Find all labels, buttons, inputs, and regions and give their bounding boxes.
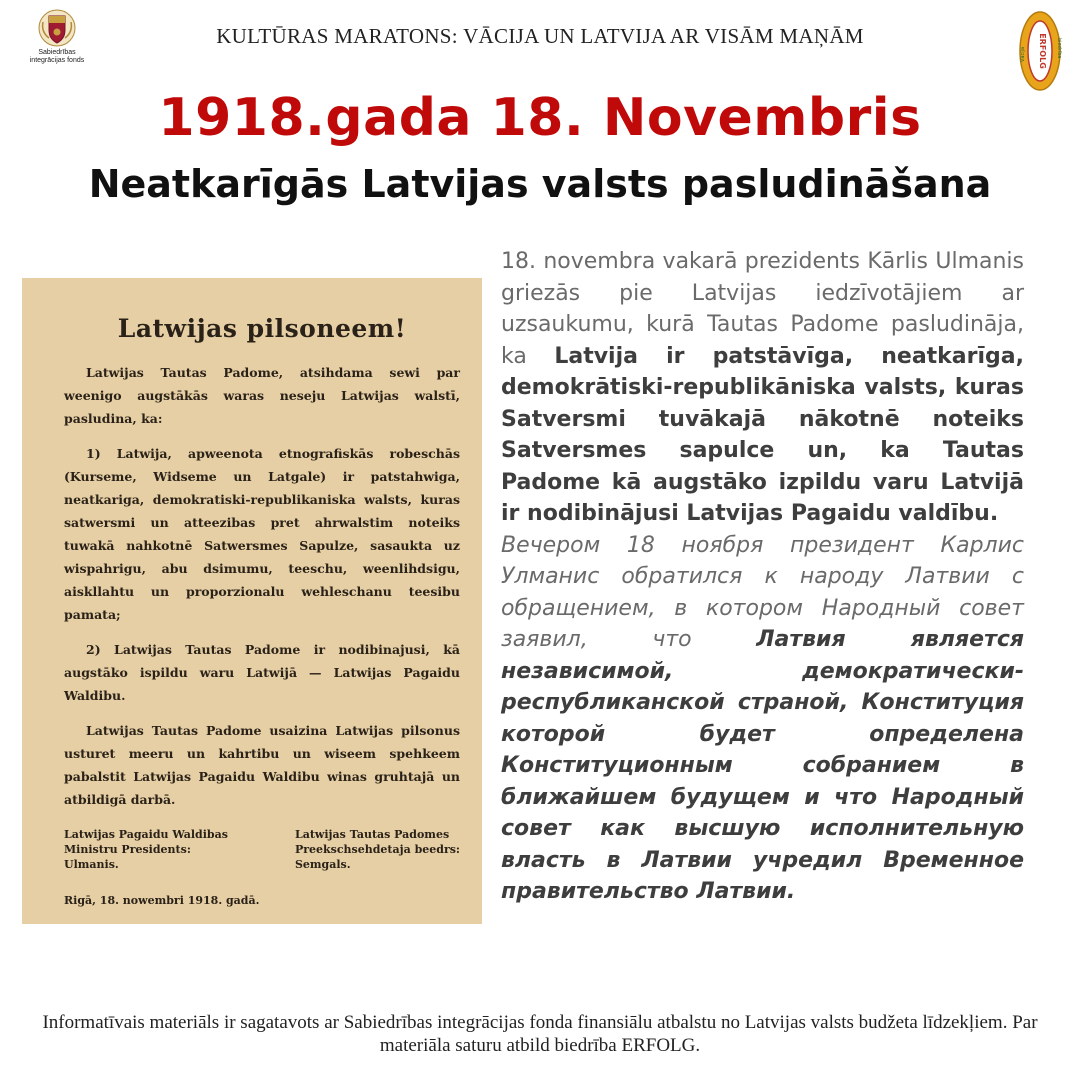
- text-russian: [501, 530, 1024, 908]
- page-title: 1918.gada 18. Novembris: [158, 88, 922, 148]
- doc-intro: Latwijas Tautas Padome, atsihdama sewi par weenigo augstākās waras neseju Latwijas walstī, pasludina, ka:: [64, 365, 460, 426]
- doc-appeal: Latwijas Tautas Padome usaizina Latwijas pilsonus usturet meeru un kahrtibu un wiseem spehkeem pabalstit Latwijas Pagaidu Waldibu winas gruhtajā un atbildigā darbā.: [64, 723, 460, 807]
- logo-erfolg: [1018, 10, 1062, 92]
- text-lv-bold: Latvija ir patstāvīga, neatkarīga, demokrātiski-republikāniska valsts, kuras Satversmi tuvākajā nākotnē noteiks Satversmes sapulce un, ka Tautas Padome kā augstāko izpildu varu Latvijā ir nodibinājusi Latvijas Pagaidu valdību.: [501, 343, 1024, 526]
- description-text: [501, 246, 1024, 908]
- doc-signatures: [64, 827, 460, 872]
- erfolg-badge-icon: [1018, 10, 1062, 92]
- doc-heading: Latwijas pilsoneem!: [117, 314, 407, 343]
- logo-ring-right-text: biedrība: [1056, 38, 1062, 59]
- logo-ring-left-text: Vācija: [1020, 46, 1026, 62]
- doc-point-1: 1) Latwija, apweenota etnografiskās robeschās (Kurseme, Widseme un Latgale) ir patstahwiga, neatkariga, demokratiski-republikaniska walsts, kuras satwersmi un atteezibas pret ahrwalstim noteiks tuwakā nahkotnē Satwersmes Sapulze, sasaukta uz wispahrigu, abu dsimumu, teeschu, weenlihdsigu, aiskllahtu un proporzionalu wehleschanu teesibu pamata;: [64, 446, 460, 622]
- text-ru-plain: Вечером 18 ноября президент Карлис Улманис обратился к народу Латвии с обращением, в котором Народный совет заявил, что: [501, 532, 1024, 652]
- doc-signature-right: Latwijas Tautas Padomes Preekschsehdetaja beedrs: Semgals.: [294, 828, 460, 871]
- text-lv-plain: 18. novembra vakarā prezidents Kārlis Ulmanis griezās pie Latvijas iedzīvotājiem ar uzsaukumu, kurā Tautas Padome pasludināja, ka: [501, 249, 1024, 369]
- text-latvian: [501, 246, 1024, 530]
- text-ru-bold: Латвия является независимой, демократически-республиканской страной, Конституция которой будет определена Конституционным собранием в ближайшем будущем и что Народный совет как высшую исполнительную власть в Латвии учредил Временное правительство Латвии.: [501, 627, 1024, 904]
- header-title: KULTŪRAS MARATONS: VĀCIJA UN LATVIJA AR VISĀM MAŅĀM: [216, 24, 864, 48]
- logo-caption: Sabiedrības integrācijas fonds: [29, 49, 85, 64]
- doc-date: Rigā, 18. nowembri 1918. gadā.: [64, 894, 260, 907]
- doc-point-2: 2) Latwijas Tautas Padome ir nodibinajusi, kā augstāko ispildu waru Latwijā — Latwijas Pagaidu Waldibu.: [64, 642, 460, 703]
- scanned-proclamation: [22, 278, 482, 924]
- doc-signature-left: Latwijas Pagaidu Waldibas Ministru Presidents: Ulmanis.: [64, 828, 228, 871]
- footer-note: Informatīvais materiāls ir sagatavots ar Sabiedrības integrācijas fonda finansiālu atbalstu no Latvijas valsts budžeta līdzekļiem. Par materiāla saturu atbild biedrība ERFOLG.: [42, 1012, 1038, 1056]
- page-subtitle: Neatkarīgās Latvijas valsts pasludināšana: [88, 162, 992, 206]
- logo-erfolg-text: ERFOLG: [1038, 33, 1047, 69]
